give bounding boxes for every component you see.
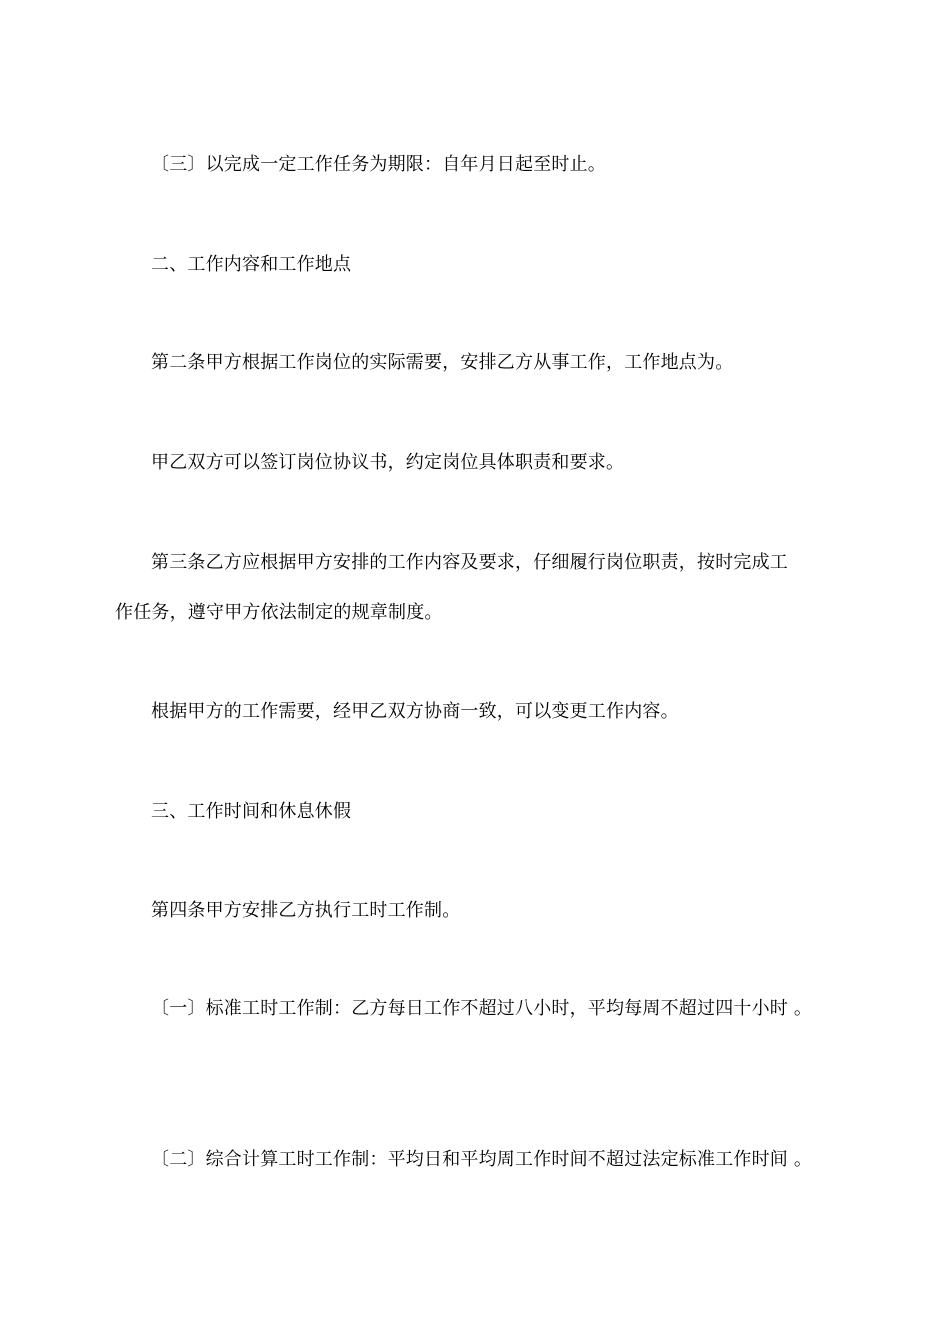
- paragraph-article-three-line-1: 第三条乙方应根据甲方安排的工作内容及要求，仔细履行岗位职责，按时完成工: [151, 552, 788, 573]
- paragraph-standard-hours: 〔一〕标准工时工作制：乙方每日工作不超过八小时，平均每周不超过四十小时 。: [151, 998, 813, 1019]
- section-heading-working-hours: 三、工作时间和休息休假: [151, 801, 352, 822]
- paragraph-article-four: 第四条甲方安排乙方执行工时工作制。: [151, 900, 461, 921]
- paragraph-position-agreement: 甲乙双方可以签订岗位协议书，约定岗位具体职责和要求。: [151, 452, 625, 473]
- paragraph-article-three-line-2: 作任务，遵守甲方依法制定的规章制度。: [115, 602, 443, 623]
- paragraph-comprehensive-hours: 〔二〕综合计算工时工作制：平均日和平均周工作时间不超过法定标准工作时间 。: [151, 1149, 813, 1170]
- section-heading-work-content: 二、工作内容和工作地点: [151, 254, 352, 275]
- paragraph-article-two: 第二条甲方根据工作岗位的实际需要，安排乙方从事工作，工作地点为。: [151, 352, 734, 373]
- paragraph-change-work-content: 根据甲方的工作需要，经甲乙双方协商一致，可以变更工作内容。: [151, 701, 679, 722]
- paragraph-term-task-completion: 〔三〕以完成一定工作任务为期限：自年月日起至时止。: [151, 154, 606, 175]
